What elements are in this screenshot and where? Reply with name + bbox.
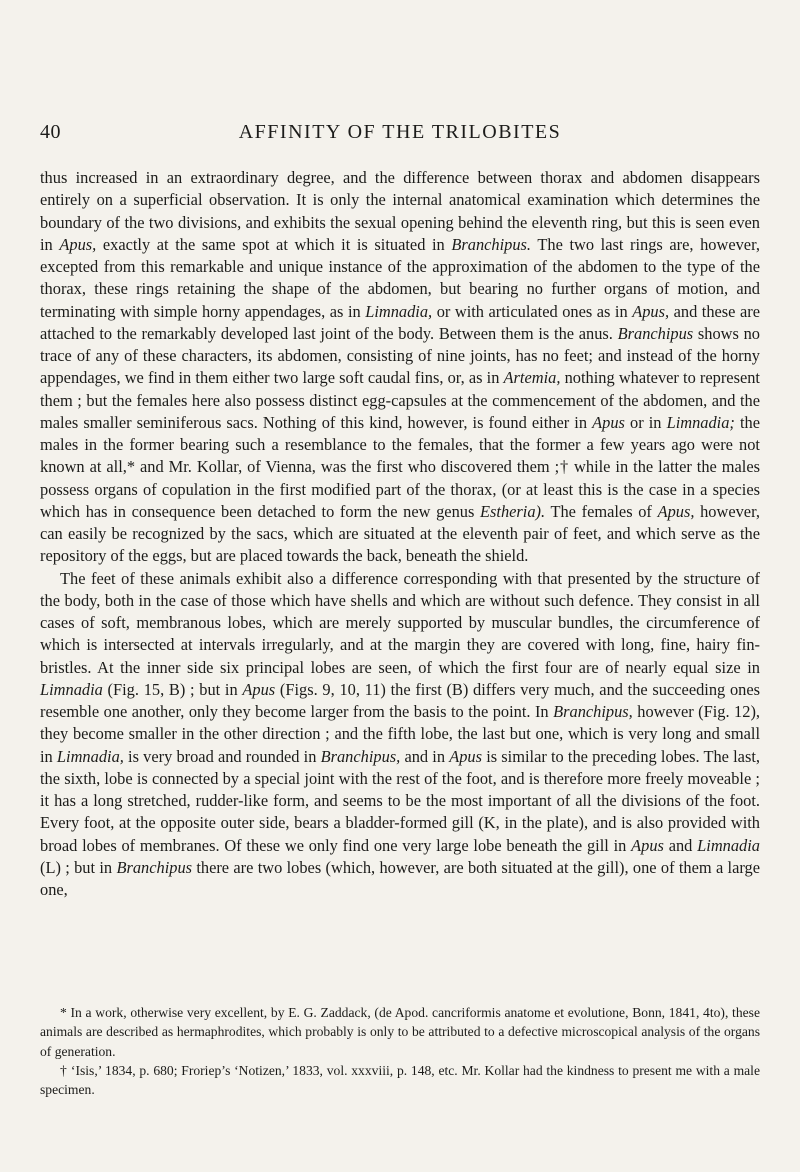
text-run: shows no trace of any of these characters, its abdomen, consisting of nine joints, has no feet; and instead of the horny appendages, we find in them either two large soft caudal fins, or, as in <box>40 323 760 388</box>
italic-term: Apus <box>449 746 483 766</box>
text-run: nothing whatever to represent them ; but the females here also possess distinct egg-capsules at the commencement of the abdomen, and the males smaller seminiferous sacs. Nothing of this kind, however, is found either in <box>40 368 760 432</box>
footnotes <box>40 1003 760 1099</box>
italic-term: Limnadia <box>40 679 103 699</box>
italic-term: Branchipus <box>116 857 193 877</box>
text-run: (L) ; but in <box>40 857 117 877</box>
italic-term: Limnadia, <box>365 301 433 321</box>
italic-term: Artemia, <box>503 368 561 388</box>
paragraph-2 <box>40 568 760 902</box>
footnote-1: * In a work, otherwise very excellent, by E. G. Zaddack, (de Apod. cancriformis anatome et evolutione, Bonn, 1841, 4to), these animals are described as hermaphrodites, which probably is only to be attributed to a defective microscopical analysis of the organs of generation. <box>40 1005 760 1059</box>
page-number: 40 <box>40 121 61 143</box>
text-run: and these are attached to the remarkably developed last joint of the body. Between them is the anus. <box>40 301 760 343</box>
text-run: however, can easily be recognized by the sacs, which are situated at the eleventh pair of feet, and which serve as the repository of the eggs, but are placed towards the back, beneath the shield. <box>40 501 760 566</box>
italic-term: Branchipus, <box>320 746 401 766</box>
italic-term: Branchipus, <box>553 702 633 721</box>
italic-term: Apus, <box>59 234 97 254</box>
paragraph-1 <box>40 167 760 568</box>
text-run: and in <box>400 746 450 766</box>
text-run: The females of <box>545 501 658 521</box>
text-run: thus increased in an extraordinary degree, and the difference between thorax and abdomen disappears entirely on a superficial observation. It is only the internal anatomical examination which determines the boundary of the two divisions, and exhibits the sexual opening behind the eleventh ring, but this is seen even in <box>40 168 760 254</box>
text-run: or in <box>624 412 667 432</box>
body-text <box>40 167 760 901</box>
italic-term: Apus <box>631 835 664 855</box>
italic-term: Estheria). <box>480 501 546 521</box>
italic-term: Branchipus. <box>451 234 532 254</box>
text-run: The feet of these animals exhibit also a difference corresponding with that presented by the structure of the body, both in the case of those which have shells and which are without such defence. They consist in all cases of soft, membranous lobes, which are merely supported by muscular bundles, the circumference of which is intersected at intervals irregularly, and at the margin they are covered with long, fine, hairy fin-bristles. At the inner side six principal lobes are seen, of which the first four are of nearly equal size in <box>40 568 760 677</box>
text-run: there are two lobes (which, however, are both situated at the gill), one of them a large one, <box>40 857 760 899</box>
text-run: however (Fig. 12), they become smaller in the other direction ; and the fifth lobe, the last but one, which is very long and small in <box>40 702 760 766</box>
text-run: The two last rings are, however, excepted from this remarkable and unique instance of the approximation of the abdomen to the type of the thorax, these rings retaining the shape of the abdomen, but bearing no further organs of motion, and terminating with simple horny appendages, as in <box>40 234 760 321</box>
page-header <box>40 121 760 149</box>
italic-term: Apus <box>592 412 625 432</box>
italic-term: Branchipus <box>617 323 694 343</box>
text-run: or with articulated ones as in <box>432 301 633 321</box>
italic-term: Apus, <box>632 301 670 321</box>
italic-term: Apus <box>242 679 276 699</box>
text-run: is similar to the preceding lobes. The last, the sixth, lobe is connected by a special joint with the rest of the foot, and is therefore more freely moveable ; it has a long stretched, rudder-like form, and seems to be the most important of all the divisions of the foot. Every foot, at the opposite outer side, bears a bladder-formed gill (K, in the plate), and is also provided with broad lobes of membranes. Of these we only find one very large lobe beneath the gill in <box>40 746 760 855</box>
text-run: and <box>663 835 698 855</box>
text-run: the males in the former bearing such a resemblance to the females, that the former a few years ago were not known at all,* and Mr. Kollar, of Vienna, was the first who discovered them ;† while in the latter the males possess organs of copulation in the first modified part of the thorax, (or at least this is the case in a species which has in consequence been detached to form the new genus <box>40 412 761 521</box>
italic-term: Limnadia <box>697 835 760 855</box>
text-run: is very broad and rounded in <box>123 746 321 766</box>
italic-term: Limnadia; <box>666 412 735 432</box>
text-run: exactly at the same spot at which it is situated in <box>96 234 452 254</box>
text-run: (Fig. 15, B) ; but in <box>102 679 243 699</box>
text-run: (Figs. 9, 10, 11) the first (B) differs very much, and the succeeding ones resemble one another, only they become larger from the basis to the point. In <box>40 679 760 721</box>
footnote-2: † ‘Isis,’ 1834, p. 680; Froriep’s ‘Notizen,’ 1833, vol. xxxviii, p. 148, etc. Mr. Kollar had the kindness to present me with a male specimen. <box>40 1062 760 1098</box>
italic-term: Apus, <box>657 501 695 521</box>
italic-term: Limnadia, <box>56 746 124 766</box>
running-head: AFFINITY OF THE TRILOBITES <box>238 121 562 143</box>
